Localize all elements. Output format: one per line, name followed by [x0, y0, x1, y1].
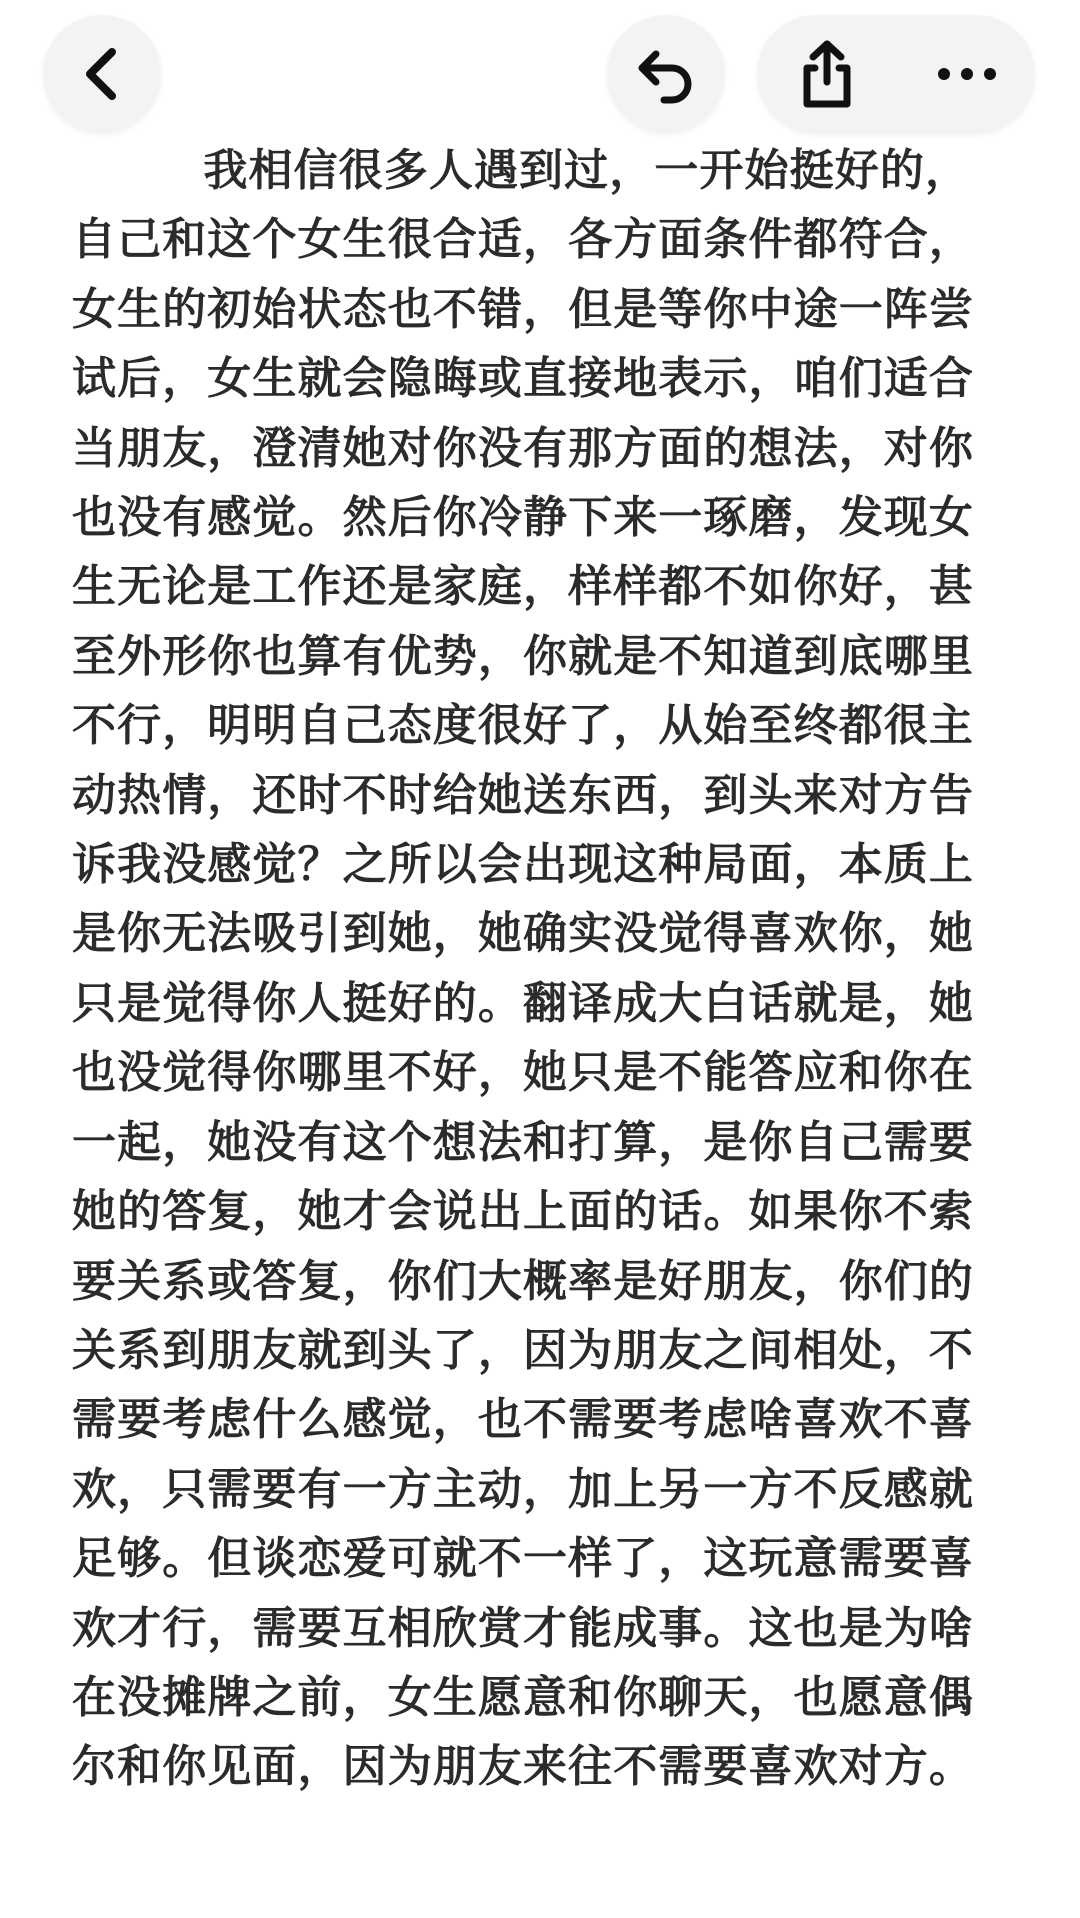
- share-button[interactable]: [787, 15, 867, 133]
- top-toolbar: [0, 0, 1080, 140]
- more-horizontal-icon: [936, 66, 998, 82]
- share-upload-icon: [797, 38, 857, 110]
- chevron-left-icon: [78, 44, 126, 104]
- reply-button[interactable]: [607, 15, 725, 133]
- more-button[interactable]: [917, 15, 1017, 133]
- undo-arrow-icon: [634, 44, 698, 104]
- back-button[interactable]: [43, 15, 161, 133]
- article-body: 我相信很多人遇到过，一开始挺好的，自己和这个女生很合适，各方面条件都符合，女生的初始状态也不错，但是等你中途一阵尝试后，女生就会隐晦或直接地表示，咱们适合当朋友，澄清她对你没有那方面的想法，对你也没有感觉。然后你冷静下来一琢磨，发现女生无论是工作还是家庭，样样都不如你好，甚至外形你也算有优势，你就是不知道到底哪里不行，明明自己态度很好了，从始至终都很主动热情，还时不时给她送东西，到头来对方告诉我没感觉？之所以会出现这种局面，本质上是你无法吸引到她，她确实没觉得喜欢你，她只是觉得你人挺好的。翻译成大白话就是，她也没觉得你哪里不好，她只是不能答应和你在一起，她没有这个想法和打算，是你自己需要她的答复，她才会说出上面的话。如果你不索要关系或答复，你们大概率是好朋友，你们的关系到朋友就到头了，因为朋友之间相处，不需要考虑什么感觉，也不需要考虑啥喜欢不喜欢，只需要有一方主动，加上另一方不反感就足够。但谈恋爱可就不一样了，这玩意需要喜欢才行，需要互相欣赏才能成事。这也是为啥在没摊牌之前，女生愿意和你聊天，也愿意偶尔和你见面，因为朋友来往不需要喜欢对方。: [72, 145, 974, 1793]
- action-pill: [757, 15, 1035, 133]
